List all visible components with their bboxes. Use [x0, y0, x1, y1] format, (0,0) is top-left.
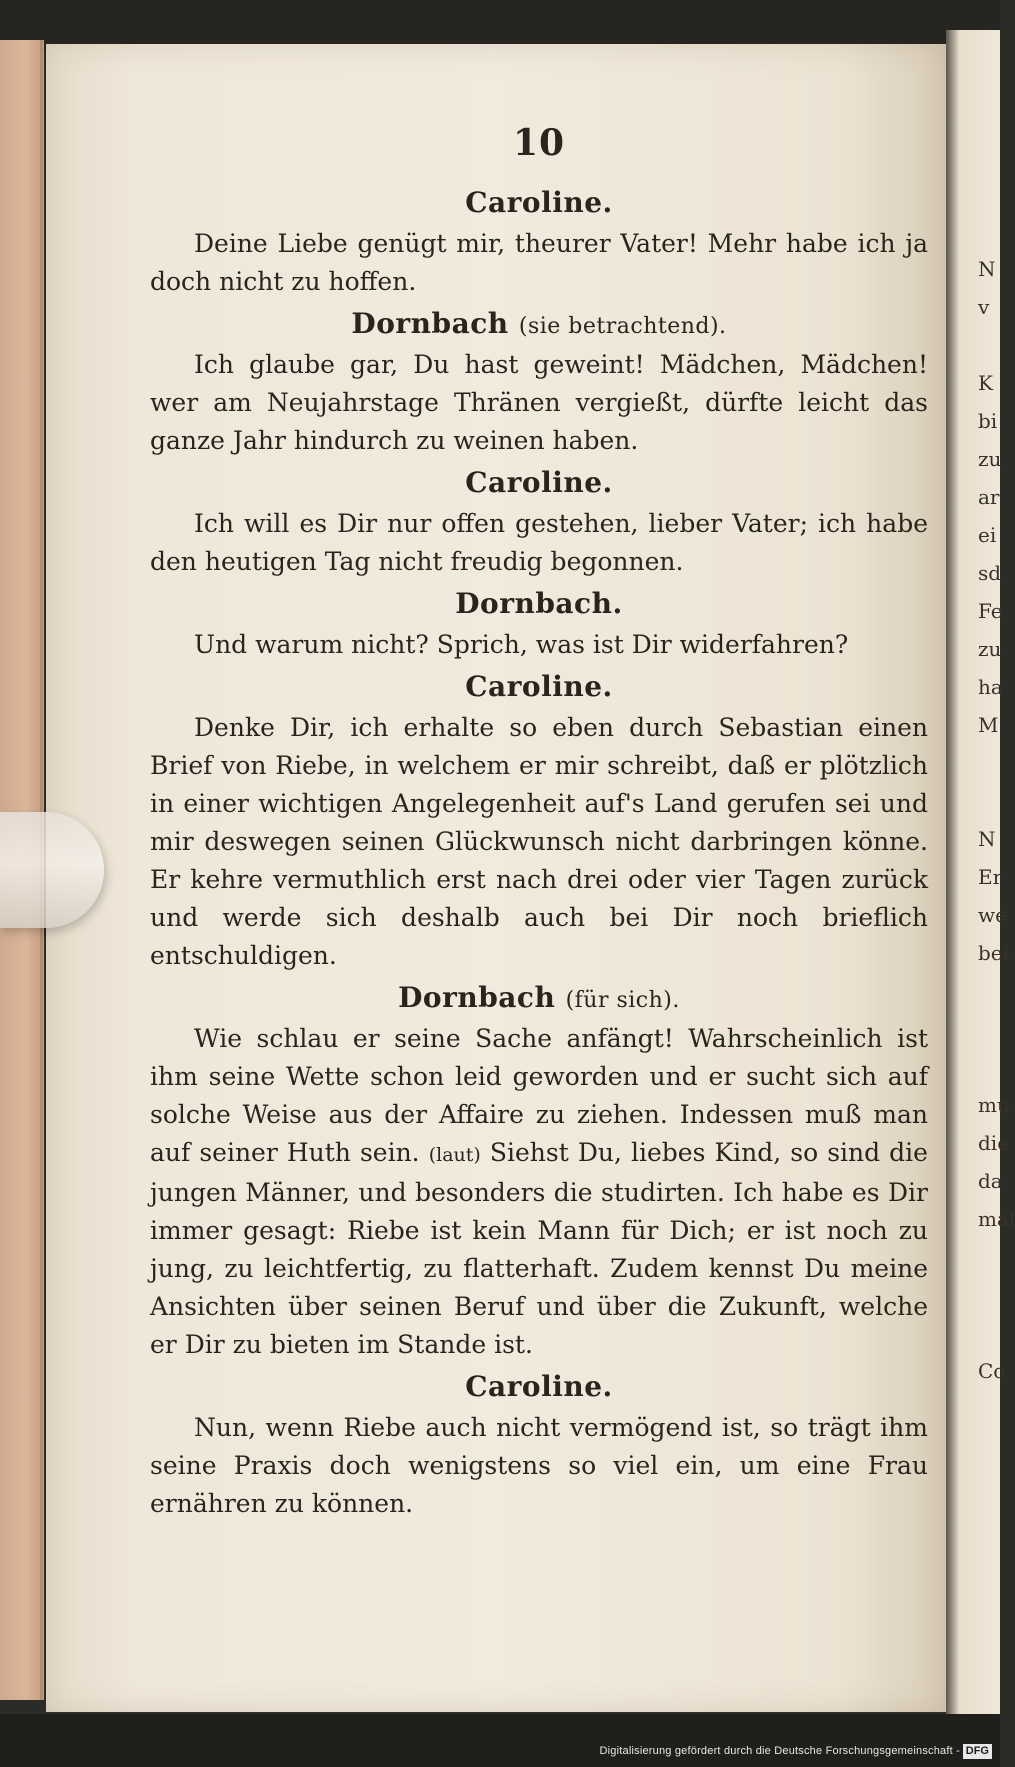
speech-paragraph	[150, 709, 928, 975]
speaker-name: Caroline.	[465, 466, 613, 499]
speaker-heading	[150, 307, 928, 340]
next-page-fragment: mal	[978, 1207, 1015, 1231]
next-page-fragment: Co	[978, 1359, 1006, 1383]
next-page-fragment	[978, 326, 1000, 364]
next-page-fragment: ei	[978, 523, 997, 547]
next-page-fragment: sd	[978, 561, 1002, 585]
next-page-fragment: K	[978, 371, 993, 395]
speech-paragraph	[150, 346, 928, 460]
next-page-fragment: mu	[978, 1093, 1010, 1117]
speech-text: Ich glaube gar, Du hast geweint! Mädchen, Mädchen! wer am Neujahrstage Thränen vergießt, dürfte leicht das ganze Jahr hindurch zu weinen haben.	[150, 350, 928, 455]
speech-text: Ich will es Dir nur offen gestehen, lieber Vater; ich habe den heutigen Tag nicht freudig begonnen.	[150, 509, 928, 576]
dialogue-blocks	[150, 186, 928, 1523]
speech-paragraph	[150, 1409, 928, 1523]
stage-direction: (für sich).	[565, 988, 680, 1013]
stage-direction: (sie betrachtend).	[518, 314, 727, 339]
next-page-fragment	[978, 1276, 1000, 1314]
speech-text-continued: Siehst Du, liebes Kind, so sind die jungen Männer, und besonders die studirten. Ich habe es Dir immer gesagt: Riebe ist kein Mann für Dich; er ist noch zu jung, zu leichtfertig, zu flatterhaft. Zudem kennst Du meine Ansichten über seinen Beruf und über die Zukunft, welche er Dir zu bieten im Stande ist.	[150, 1138, 928, 1359]
speaker-heading	[150, 186, 928, 219]
next-page-fragment	[978, 1238, 1000, 1276]
speech-paragraph	[150, 1020, 928, 1364]
speech-text: Nun, wenn Riebe auch nicht vermögend ist, so trägt ihm seine Praxis doch wenigstens so viel ein, um eine Frau ernähren zu können.	[150, 1413, 928, 1518]
speaker-heading	[150, 587, 928, 620]
inline-stage-direction: (laut)	[428, 1144, 481, 1166]
speaker-heading	[150, 1370, 928, 1403]
next-page-fragment: ha	[978, 675, 1003, 699]
next-page-fragment: we	[978, 903, 1007, 927]
next-page-fragment: ar	[978, 485, 1000, 509]
next-page-fragment	[978, 744, 1000, 782]
speech-paragraph	[150, 225, 928, 301]
next-page-fragment: M	[978, 713, 999, 737]
speaker-name: Dornbach	[398, 981, 556, 1014]
next-page-fragment	[978, 1010, 1000, 1048]
next-page-fragment	[978, 1314, 1000, 1352]
speaker-heading	[150, 981, 928, 1014]
next-page-fragment: zu	[978, 447, 1002, 471]
speaker-name: Dornbach	[351, 307, 509, 340]
next-page-fragment: die	[978, 1131, 1010, 1155]
next-page-fragment: da	[978, 1169, 1003, 1193]
scan-background-bottom	[0, 1714, 1000, 1767]
speaker-heading	[150, 670, 928, 703]
speech-paragraph	[150, 505, 928, 581]
next-page-fragment: Er	[978, 865, 1003, 889]
speech-paragraph	[150, 626, 928, 664]
dfg-logo: DFG	[963, 1744, 992, 1759]
page-content	[150, 122, 928, 1529]
digitization-credit: Digitalisierung gefördert durch die Deutsche Forschungsgemeinschaft -	[599, 1745, 960, 1757]
speech-text: Und warum nicht? Sprich, was ist Dir widerfahren?	[194, 630, 849, 659]
speech-text: Deine Liebe genügt mir, theurer Vater! Mehr habe ich ja doch nicht zu hoffen.	[150, 229, 928, 296]
speech-text: Wie schlau er seine Sache anfängt! Wahrscheinlich ist ihm seine Wette schon leid geworden und er sucht sich auf solche Weise aus der Affaire zu ziehen. Indessen muß man auf seiner Huth sein.	[150, 1024, 928, 1167]
next-page-fragment: N	[978, 257, 996, 281]
next-page-fragment: bei	[978, 941, 1010, 965]
next-page-fragment: v	[978, 295, 990, 319]
speaker-name: Dornbach.	[455, 587, 623, 620]
speech-text: Denke Dir, ich erhalte so eben durch Sebastian einen Brief von Riebe, in welchem er mir schreibt, daß er plötzlich in einer wichtigen Angelegenheit auf's Land gerufen sei und mir deswegen seinen Glückwunsch nicht darbringen könne. Er kehre vermuthlich erst nach drei oder vier Tagen zurück und werde sich deshalb auch bei Dir noch brieflich entschuldigen.	[150, 713, 928, 970]
next-page-fragment: zu	[978, 637, 1002, 661]
speaker-heading	[150, 466, 928, 499]
next-page-fragment	[978, 782, 1000, 820]
next-page-fragment	[978, 972, 1000, 1010]
next-page-fragment: N	[978, 827, 996, 851]
speaker-name: Caroline.	[465, 670, 613, 703]
speaker-name: Caroline.	[465, 186, 613, 219]
next-page-fragment	[978, 1048, 1000, 1086]
next-page-fragment: Fe	[978, 599, 1003, 623]
next-page-text-fragments	[978, 250, 1015, 1390]
next-page-fragment: bi	[978, 409, 998, 433]
page-number: 10	[512, 122, 566, 164]
speaker-name: Caroline.	[465, 1370, 613, 1403]
